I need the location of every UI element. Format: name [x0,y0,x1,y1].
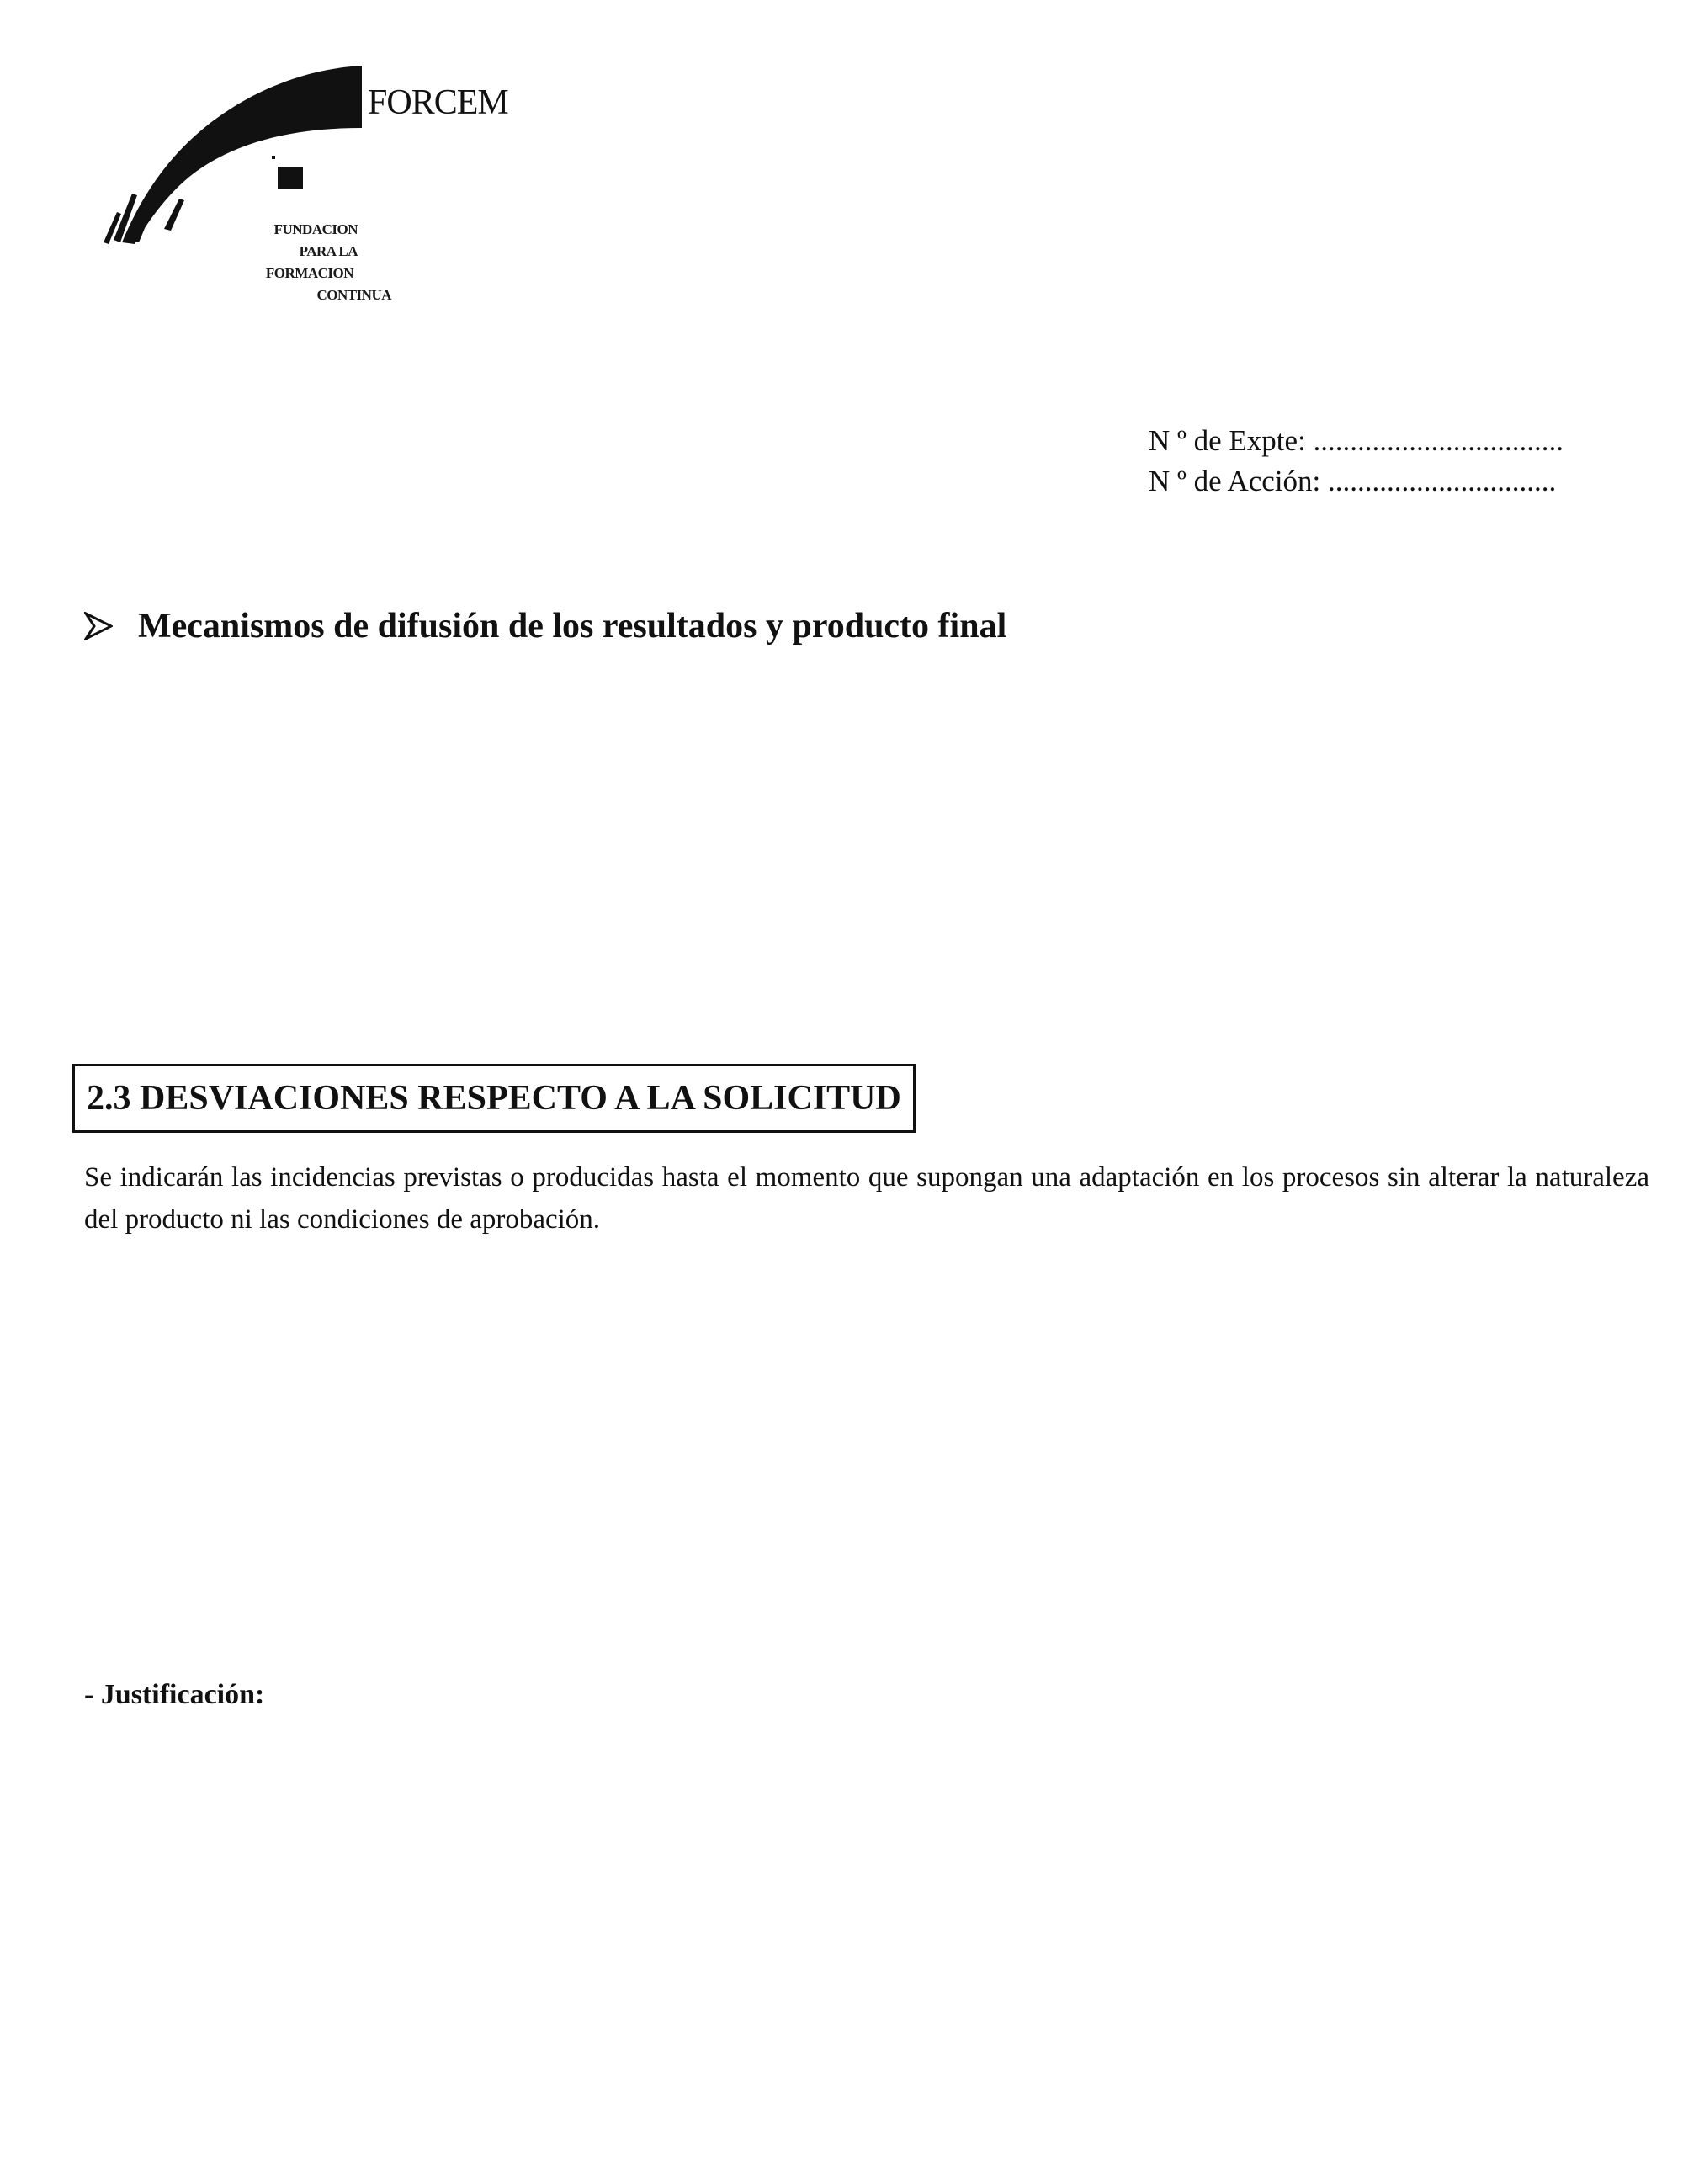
logo-subtitle-line-4: CONTINUA [316,287,391,303]
difusion-heading [84,606,1006,646]
logo-subtitle [189,219,391,306]
desviaciones-description: Se indicarán las incidencias previstas o producidas hasta el momento que supongan una adaptación en los procesos sin alterar la naturaleza del producto ni las condiciones de aprobación. [84,1162,1649,1235]
logo-subtitle-line-3: FORMACION [265,265,353,281]
desviaciones-heading: 2.3 DESVIACIONES RESPECTO A LA SOLICITUD [72,1064,916,1133]
logo-wordmark: FORCEM [368,83,508,122]
reference-numbers [1149,421,1564,502]
forcem-logo [80,50,551,337]
logo-subtitle-line-1: FUNDACION [273,221,358,237]
justificacion-label: - Justificación: [84,1679,265,1710]
logo-subtitle-line-2: PARA LA [299,243,358,259]
difusion-heading-text: Mecanismos de difusión de los resultados y producto final [138,607,1007,646]
expediente-number-field: N º de Expte: .................................. [1149,424,1564,457]
accion-number-field: N º de Acción: ............................... [1149,465,1557,497]
arrowhead-bullet-icon [84,612,113,640]
